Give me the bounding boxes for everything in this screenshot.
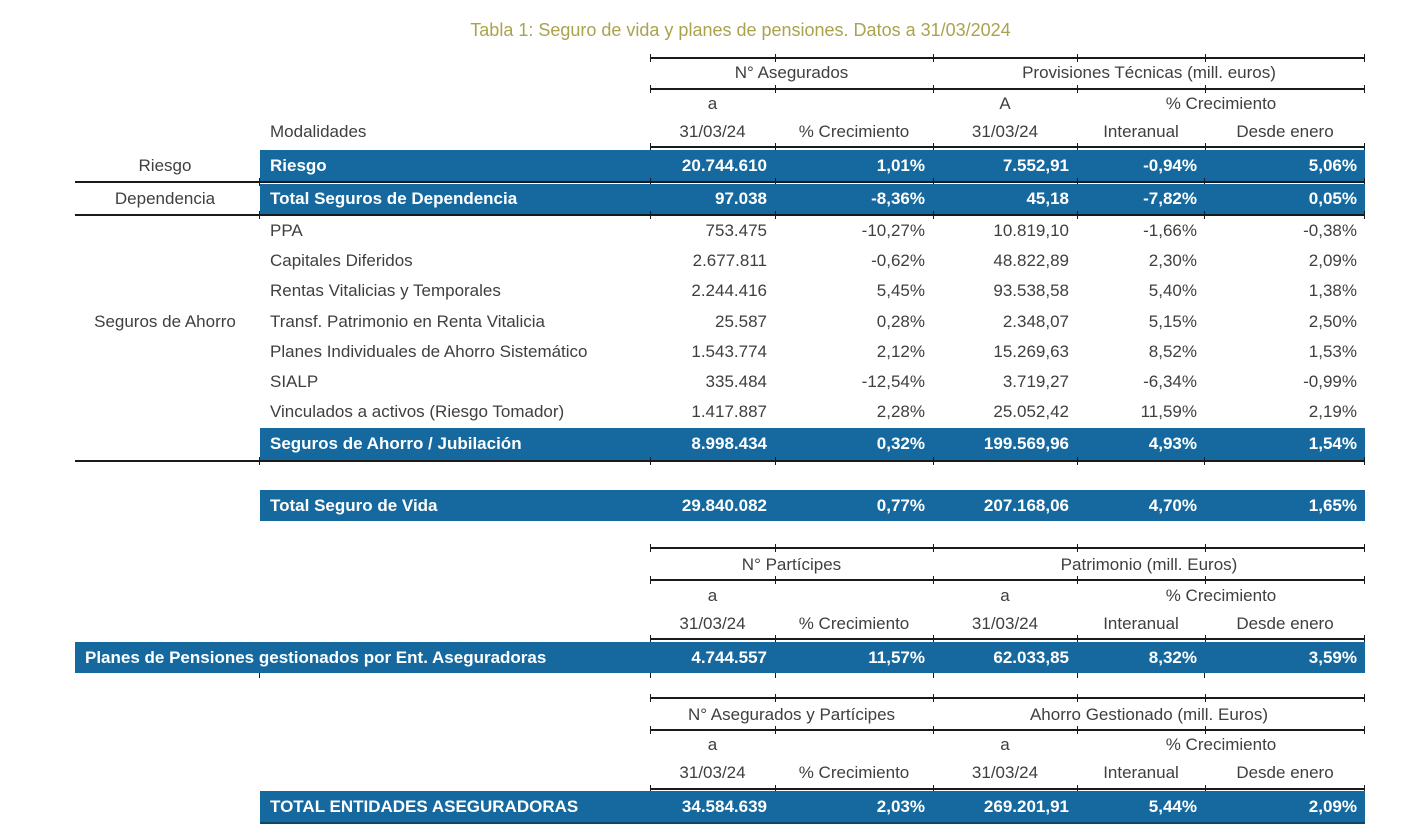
cell-value: 2,03% <box>876 797 925 816</box>
header-col-label: 31/03/24 <box>971 122 1039 141</box>
cell-value: 1,01% <box>876 156 925 175</box>
header-a-left: a <box>707 735 718 754</box>
cell-value: 5,40% <box>1148 281 1197 300</box>
cell-value: 2,30% <box>1148 251 1197 270</box>
cell-value: -0,94% <box>1143 156 1197 175</box>
header-groups-total <box>75 701 1365 729</box>
cell-value: 93.538,58 <box>993 281 1069 300</box>
rule-bottom <box>260 822 1365 824</box>
table-row <box>260 276 1365 306</box>
cell-value: 199.569,96 <box>983 434 1069 453</box>
header-col-label: Desde enero <box>1236 122 1334 141</box>
header-group-asegurados: N° Asegurados <box>734 63 849 82</box>
cell-value: 8.998.434 <box>691 434 767 453</box>
header-group-participes: N° Partícipes <box>741 555 842 574</box>
header-arow-total <box>75 733 1365 757</box>
header-col-label: % Crecimiento <box>798 122 910 141</box>
row-label: Planes Individuales de Ahorro Sistemático <box>270 342 588 361</box>
cell-value: 29.840.082 <box>681 496 767 515</box>
cell-value: 25.587 <box>715 312 767 331</box>
cell-value: -0,38% <box>1303 221 1357 240</box>
header-col-label: Interanual <box>1103 763 1179 782</box>
table-row <box>260 246 1365 276</box>
cell-value: 207.168,06 <box>983 496 1069 515</box>
header-col-label: Interanual <box>1103 614 1179 633</box>
cell-value: 25.052,42 <box>993 402 1069 421</box>
header-col-label: Desde enero <box>1236 614 1334 633</box>
cell-value: 4,70% <box>1148 496 1197 515</box>
row-label: Total Seguro de Vida <box>270 496 438 515</box>
table-row-pensiones <box>75 642 1365 673</box>
table-row <box>260 216 1365 246</box>
cell-value: 335.484 <box>705 372 767 391</box>
cell-value: 4,93% <box>1148 434 1197 453</box>
cell-value: 34.584.639 <box>681 797 767 816</box>
table-wrap <box>75 0 1365 839</box>
cell-value: -8,36% <box>871 189 925 208</box>
row-label: TOTAL ENTIDADES ASEGURADORAS <box>270 797 579 816</box>
header-col-label: 31/03/24 <box>971 614 1039 633</box>
table-row <box>260 150 1365 181</box>
cell-value: 4.744.557 <box>691 648 767 667</box>
cell-value: 1,65% <box>1308 496 1357 515</box>
table-row <box>260 397 1365 427</box>
header-pct-growth: % Crecimiento <box>1165 94 1277 113</box>
cell-value: 20.744.610 <box>681 156 767 175</box>
header-group-provisiones: Provisiones Técnicas (mill. euros) <box>1022 63 1276 82</box>
cell-value: 10.819,10 <box>993 221 1069 240</box>
cell-value: -6,34% <box>1143 372 1197 391</box>
side-label-dependencia: Dependencia <box>114 189 216 208</box>
row-label: Riesgo <box>270 156 327 175</box>
cell-value: 2,50% <box>1308 312 1357 331</box>
header-col-label: 31/03/24 <box>679 763 746 782</box>
header-group-patrimonio: Patrimonio (mill. Euros) <box>1060 555 1238 574</box>
tick-row <box>75 673 1365 678</box>
row-label: Capitales Diferidos <box>270 251 413 270</box>
cell-value: 15.269,63 <box>993 342 1069 361</box>
cell-value: -0,62% <box>871 251 925 270</box>
cell-value: 8,32% <box>1148 648 1197 667</box>
cell-value: 2,28% <box>876 402 925 421</box>
header-arow-vida <box>75 92 1365 116</box>
cell-value: -0,99% <box>1303 372 1357 391</box>
cell-value: 62.033,85 <box>993 648 1069 667</box>
cell-value: 2,19% <box>1308 402 1357 421</box>
table-row <box>260 367 1365 397</box>
cell-value: 2.348,07 <box>1002 312 1069 331</box>
cell-value: 0,77% <box>876 496 925 515</box>
cell-value: 11,57% <box>868 648 925 667</box>
cell-value: 2.677.811 <box>692 251 767 270</box>
header-col-label: % Crecimiento <box>798 763 910 782</box>
cell-value: 0,28% <box>876 312 925 331</box>
cell-value: 2,12% <box>876 342 925 361</box>
header-cols-vida <box>75 119 1365 145</box>
header-a-left: a <box>707 94 718 113</box>
row-label: SIALP <box>270 372 319 391</box>
table-row-total-entidades <box>260 791 1365 822</box>
header-cols-pensiones <box>75 611 1365 637</box>
header-group-asegurados-participes: N° Asegurados y Partícipes <box>687 705 896 724</box>
side-label-riesgo: Riesgo <box>138 156 192 175</box>
cell-value: 0,05% <box>1308 189 1357 208</box>
cell-value: -1,66% <box>1143 221 1197 240</box>
table-row <box>260 184 1365 214</box>
cell-value: 5,44% <box>1148 797 1197 816</box>
header-col-label: 31/03/24 <box>679 122 746 141</box>
header-groups-pensiones <box>75 551 1365 579</box>
header-col-label: Interanual <box>1103 122 1179 141</box>
header-pct-growth: % Crecimiento <box>1165 735 1277 754</box>
header-a-left: a <box>707 586 718 605</box>
cell-value: 1,38% <box>1308 281 1357 300</box>
cell-value: 5,15% <box>1148 312 1197 331</box>
row-label: Planes de Pensiones gestionados por Ent. Aseguradoras <box>85 648 547 667</box>
header-modalidades: Modalidades <box>270 122 367 141</box>
cell-value: 7.552,91 <box>1002 156 1069 175</box>
header-arow-pensiones <box>75 584 1365 608</box>
header-a-right: a <box>1000 586 1010 605</box>
cell-value: 1.417.887 <box>691 402 767 421</box>
side-label-ahorro: Seguros de Ahorro <box>94 312 236 331</box>
cell-value: 269.201,91 <box>983 797 1069 816</box>
table-row <box>260 307 1365 337</box>
header-col-label: 31/03/24 <box>679 614 746 633</box>
cell-value: -10,27% <box>861 221 925 240</box>
header-a-right: a <box>1000 735 1010 754</box>
row-label: Seguros de Ahorro / Jubilación <box>270 434 522 453</box>
header-a-right: A <box>999 94 1011 113</box>
cell-value: 97.038 <box>715 189 767 208</box>
row-label: Transf. Patrimonio en Renta Vitalicia <box>270 312 545 331</box>
header-group-ahorro-gestionado: Ahorro Gestionado (mill. Euros) <box>1029 705 1269 724</box>
cell-value: 1.543.774 <box>691 342 767 361</box>
cell-value: 753.475 <box>705 221 767 240</box>
row-label: Total Seguros de Dependencia <box>270 189 518 208</box>
row-label: Rentas Vitalicias y Temporales <box>270 281 501 300</box>
cell-value: -7,82% <box>1143 189 1197 208</box>
table-row <box>260 337 1365 367</box>
row-label: Vinculados a activos (Riesgo Tomador) <box>270 402 565 421</box>
cell-value: 0,32% <box>876 434 925 453</box>
cell-value: 1,54% <box>1308 434 1357 453</box>
header-groups-vida <box>75 59 1365 87</box>
table-row-total-vida <box>260 490 1365 521</box>
header-col-label: % Crecimiento <box>798 614 910 633</box>
cell-value: 2,09% <box>1308 251 1357 270</box>
cell-value: 2,09% <box>1308 797 1357 816</box>
cell-value: 3,59% <box>1308 648 1357 667</box>
cell-value: 5,06% <box>1308 156 1357 175</box>
cell-value: 45,18 <box>1026 189 1069 208</box>
rule <box>75 457 1365 465</box>
cell-value: 11,59% <box>1140 402 1197 421</box>
cell-value: 2.244.416 <box>691 281 767 300</box>
cell-value: 3.719,27 <box>1002 372 1069 391</box>
row-label: PPA <box>270 221 303 240</box>
table-row-subtotal <box>260 428 1365 460</box>
cell-value: 8,52% <box>1148 342 1197 361</box>
cell-value: 1,53% <box>1308 342 1357 361</box>
header-pct-growth: % Crecimiento <box>1165 586 1277 605</box>
page-title: Tabla 1: Seguro de vida y planes de pensiones. Datos a 31/03/2024 <box>470 20 1011 40</box>
header-col-label: 31/03/24 <box>971 763 1039 782</box>
cell-value: 5,45% <box>876 281 925 300</box>
cell-value: 48.822,89 <box>993 251 1069 270</box>
header-col-label: Desde enero <box>1236 763 1334 782</box>
header-cols-total <box>75 760 1365 786</box>
cell-value: -12,54% <box>861 372 925 391</box>
rule <box>650 576 1365 584</box>
